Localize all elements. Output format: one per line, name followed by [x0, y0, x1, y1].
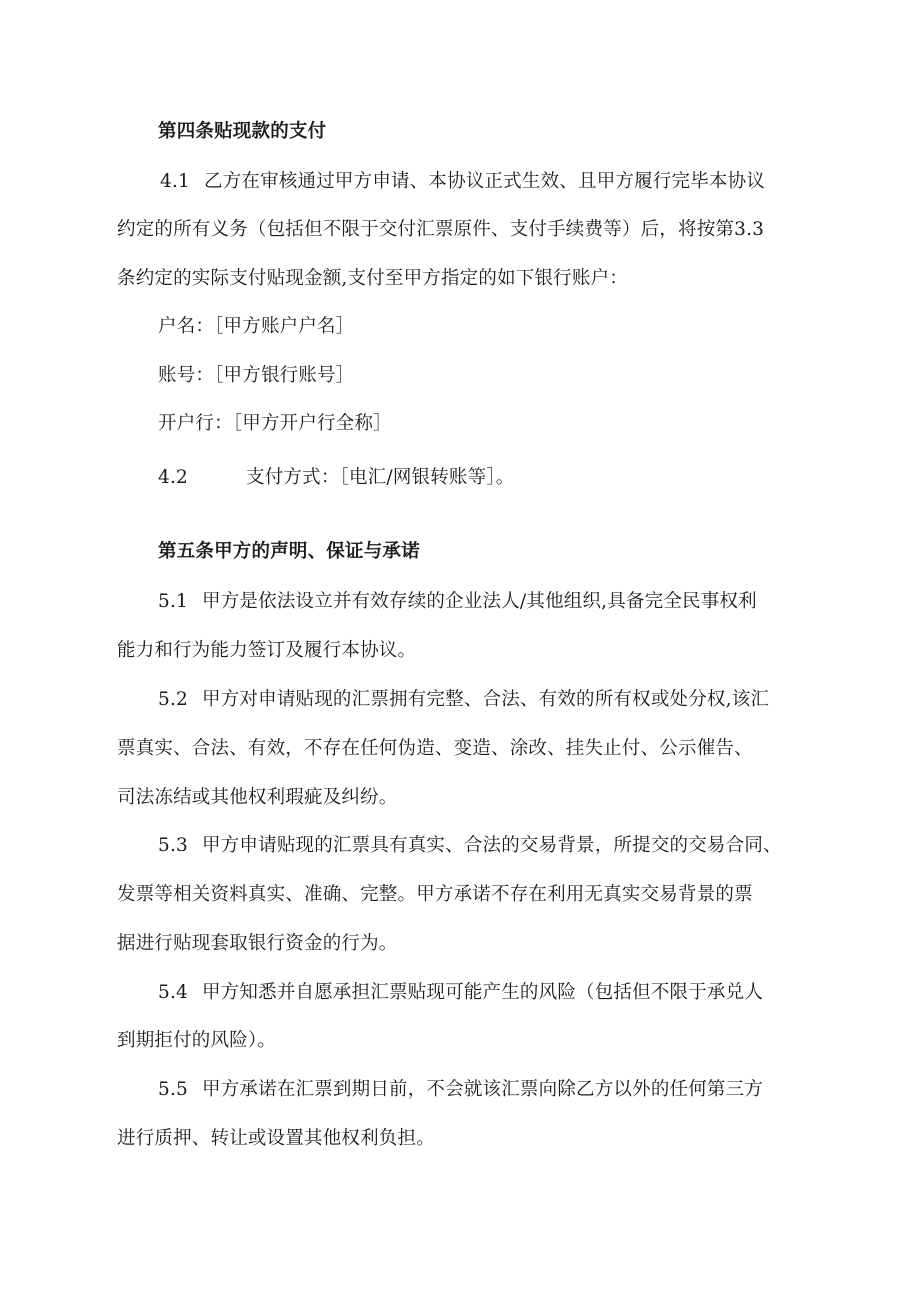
clause-5-5-line-1 [158, 1078, 858, 1102]
clause-number: 4.1 [160, 171, 191, 192]
clause-text: 甲方承诺在汇票到期日前，不会就该汇票向除乙方以外的任何第三方 [202, 1079, 764, 1100]
clause-text: 支付方式：［电汇/网银转账等］。 [246, 467, 515, 488]
clause-5-4-line-1 [158, 981, 858, 1005]
clause-text: 甲方是依法设立并有效存续的企业法人/其他组织,具备完全民事权利 [202, 591, 757, 612]
clause-5-3-line-3: 据进行贴现套取银行资金的行为。 [117, 933, 398, 954]
clause-4-1-line-1 [160, 170, 800, 194]
account-number-line: 账号：［甲方银行账号］ [158, 365, 355, 386]
clause-5-3-line-1 [158, 834, 858, 858]
clause-4-1-line-3: 条约定的实际支付贴现金额,支付至甲方指定的如下银行账户： [117, 268, 628, 289]
article-5-title: 第五条甲方的声明、保证与承诺 [158, 541, 420, 562]
account-name-line: 户名：［甲方账户户名］ [158, 316, 355, 337]
clause-5-1-line-2: 能力和行为能力签订及履行本协议。 [117, 640, 417, 661]
clause-number: 5.2 [158, 689, 189, 710]
clause-5-2-line-1 [158, 688, 858, 712]
clause-5-2-line-3: 司法冻结或其他权利瑕疵及纠纷。 [117, 787, 398, 808]
article-4-title: 第四条贴现款的支付 [158, 121, 327, 142]
clause-4-1-line-2: 约定的所有义务（包括但不限于交付汇票原件、支付手续费等）后，将按第3.3 [117, 219, 765, 240]
clause-number: 4.2 [158, 467, 189, 488]
clause-5-4-line-2: 到期拒付的风险）。 [117, 1030, 277, 1051]
clause-text: 甲方对申请贴现的汇票拥有完整、合法、有效的所有权或处分权,该汇 [202, 689, 770, 710]
bank-line: 开户行：［甲方开户行全称］ [158, 413, 392, 434]
clause-text: 乙方在审核通过甲方申请、本协议正式生效、且甲方履行完毕本协议 [204, 171, 766, 192]
clause-5-2-line-2: 票真实、合法、有效，不存在任何伪造、变造、涂改、挂失止付、公示催告、 [117, 738, 753, 759]
clause-4-2 [158, 466, 858, 490]
clause-number: 5.4 [158, 982, 189, 1003]
clause-5-1-line-1 [158, 590, 858, 614]
clause-5-5-line-2: 进行质押、转让或设置其他权利负担。 [117, 1128, 435, 1149]
clause-text: 甲方申请贴现的汇票具有真实、合法的交易背景，所提交的交易合同、 [202, 835, 782, 856]
clause-number: 5.3 [158, 835, 189, 856]
clause-5-3-line-2: 发票等相关资料真实、准确、完整。甲方承诺不存在利用无真实交易背景的票 [117, 884, 753, 905]
clause-text: 甲方知悉并自愿承担汇票贴现可能产生的风险（包括但不限于承兑人 [202, 982, 764, 1003]
clause-number: 5.1 [158, 591, 189, 612]
clause-number: 5.5 [158, 1079, 189, 1100]
